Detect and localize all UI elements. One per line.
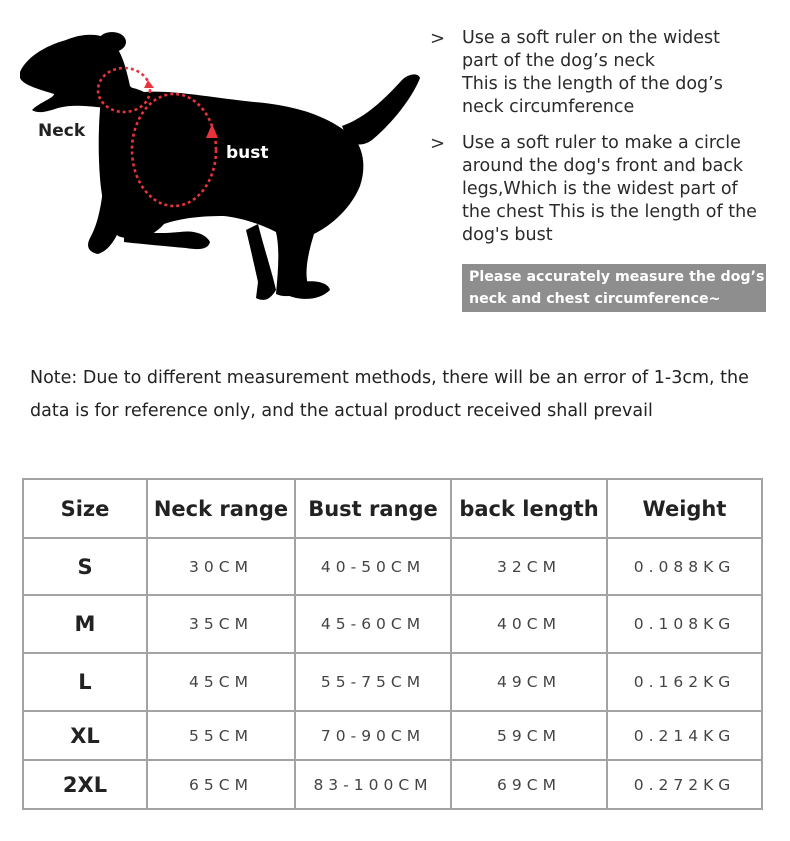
size-chart-table [22,478,763,810]
bust-cell: 55-75CM [295,653,451,711]
size-cell: S [23,538,147,595]
header-bust-range: Bust range [295,479,451,538]
table-row [23,653,762,711]
back-length-cell: 40CM [451,595,607,653]
neck-cell: 35CM [147,595,295,653]
instruction-line: the chest This is the length of the [462,202,757,222]
neck-cell: 30CM [147,538,295,595]
instruction-neck [430,27,780,119]
instruction-line: dog's bust [462,225,553,245]
size-cell: L [23,653,147,711]
header-neck-range: Neck range [147,479,295,538]
table-header-row [23,479,762,538]
instruction-line: part of the dog’s neck [462,51,655,71]
callout-line: Please accurately measure the dog’s [469,269,765,285]
back-length-cell: 69CM [451,760,607,809]
note-line: data is for reference only, and the actual product received shall prevail [30,401,653,421]
callout-line: neck and chest circumference~ [469,291,721,307]
note-line: Note: Due to different measurement methods, there will be an error of 1-3cm, the [30,368,749,388]
dog-silhouette [20,32,420,300]
instruction-line: neck circumference [462,97,635,117]
chevron-right-icon: > [430,28,446,49]
back-length-cell: 59CM [451,711,607,760]
size-cell: XL [23,711,147,760]
measurement-note [30,362,780,428]
instruction-bust [430,132,780,247]
neck-cell: 55CM [147,711,295,760]
bust-cell: 70-90CM [295,711,451,760]
bust-cell: 83-100CM [295,760,451,809]
bust-label: bust [226,143,269,163]
neck-cell: 65CM [147,760,295,809]
measure-callout [462,264,766,312]
bust-cell: 40-50CM [295,538,451,595]
back-length-cell: 49CM [451,653,607,711]
back-length-cell: 32CM [451,538,607,595]
instruction-line: around the dog's front and back [462,156,744,176]
weight-cell: 0.162KG [607,653,762,711]
instruction-line: Use a soft ruler on the widest [462,28,720,48]
table-row [23,538,762,595]
weight-cell: 0.108KG [607,595,762,653]
dog-measurement-illustration [14,28,424,308]
table-row [23,760,762,809]
weight-cell: 0.214KG [607,711,762,760]
header-weight: Weight [607,479,762,538]
table-row [23,711,762,760]
header-back-length: back length [451,479,607,538]
neck-cell: 45CM [147,653,295,711]
chevron-right-icon: > [430,133,446,154]
size-cell: 2XL [23,760,147,809]
weight-cell: 0.088KG [607,538,762,595]
instruction-line: This is the length of the dog’s [462,74,723,94]
header-size: Size [23,479,147,538]
size-cell: M [23,595,147,653]
bust-cell: 45-60CM [295,595,451,653]
weight-cell: 0.272KG [607,760,762,809]
table-row [23,595,762,653]
instruction-line: Use a soft ruler to make a circle [462,133,741,153]
neck-label: Neck [38,121,86,141]
instruction-line: legs,Which is the widest part of [462,179,738,199]
